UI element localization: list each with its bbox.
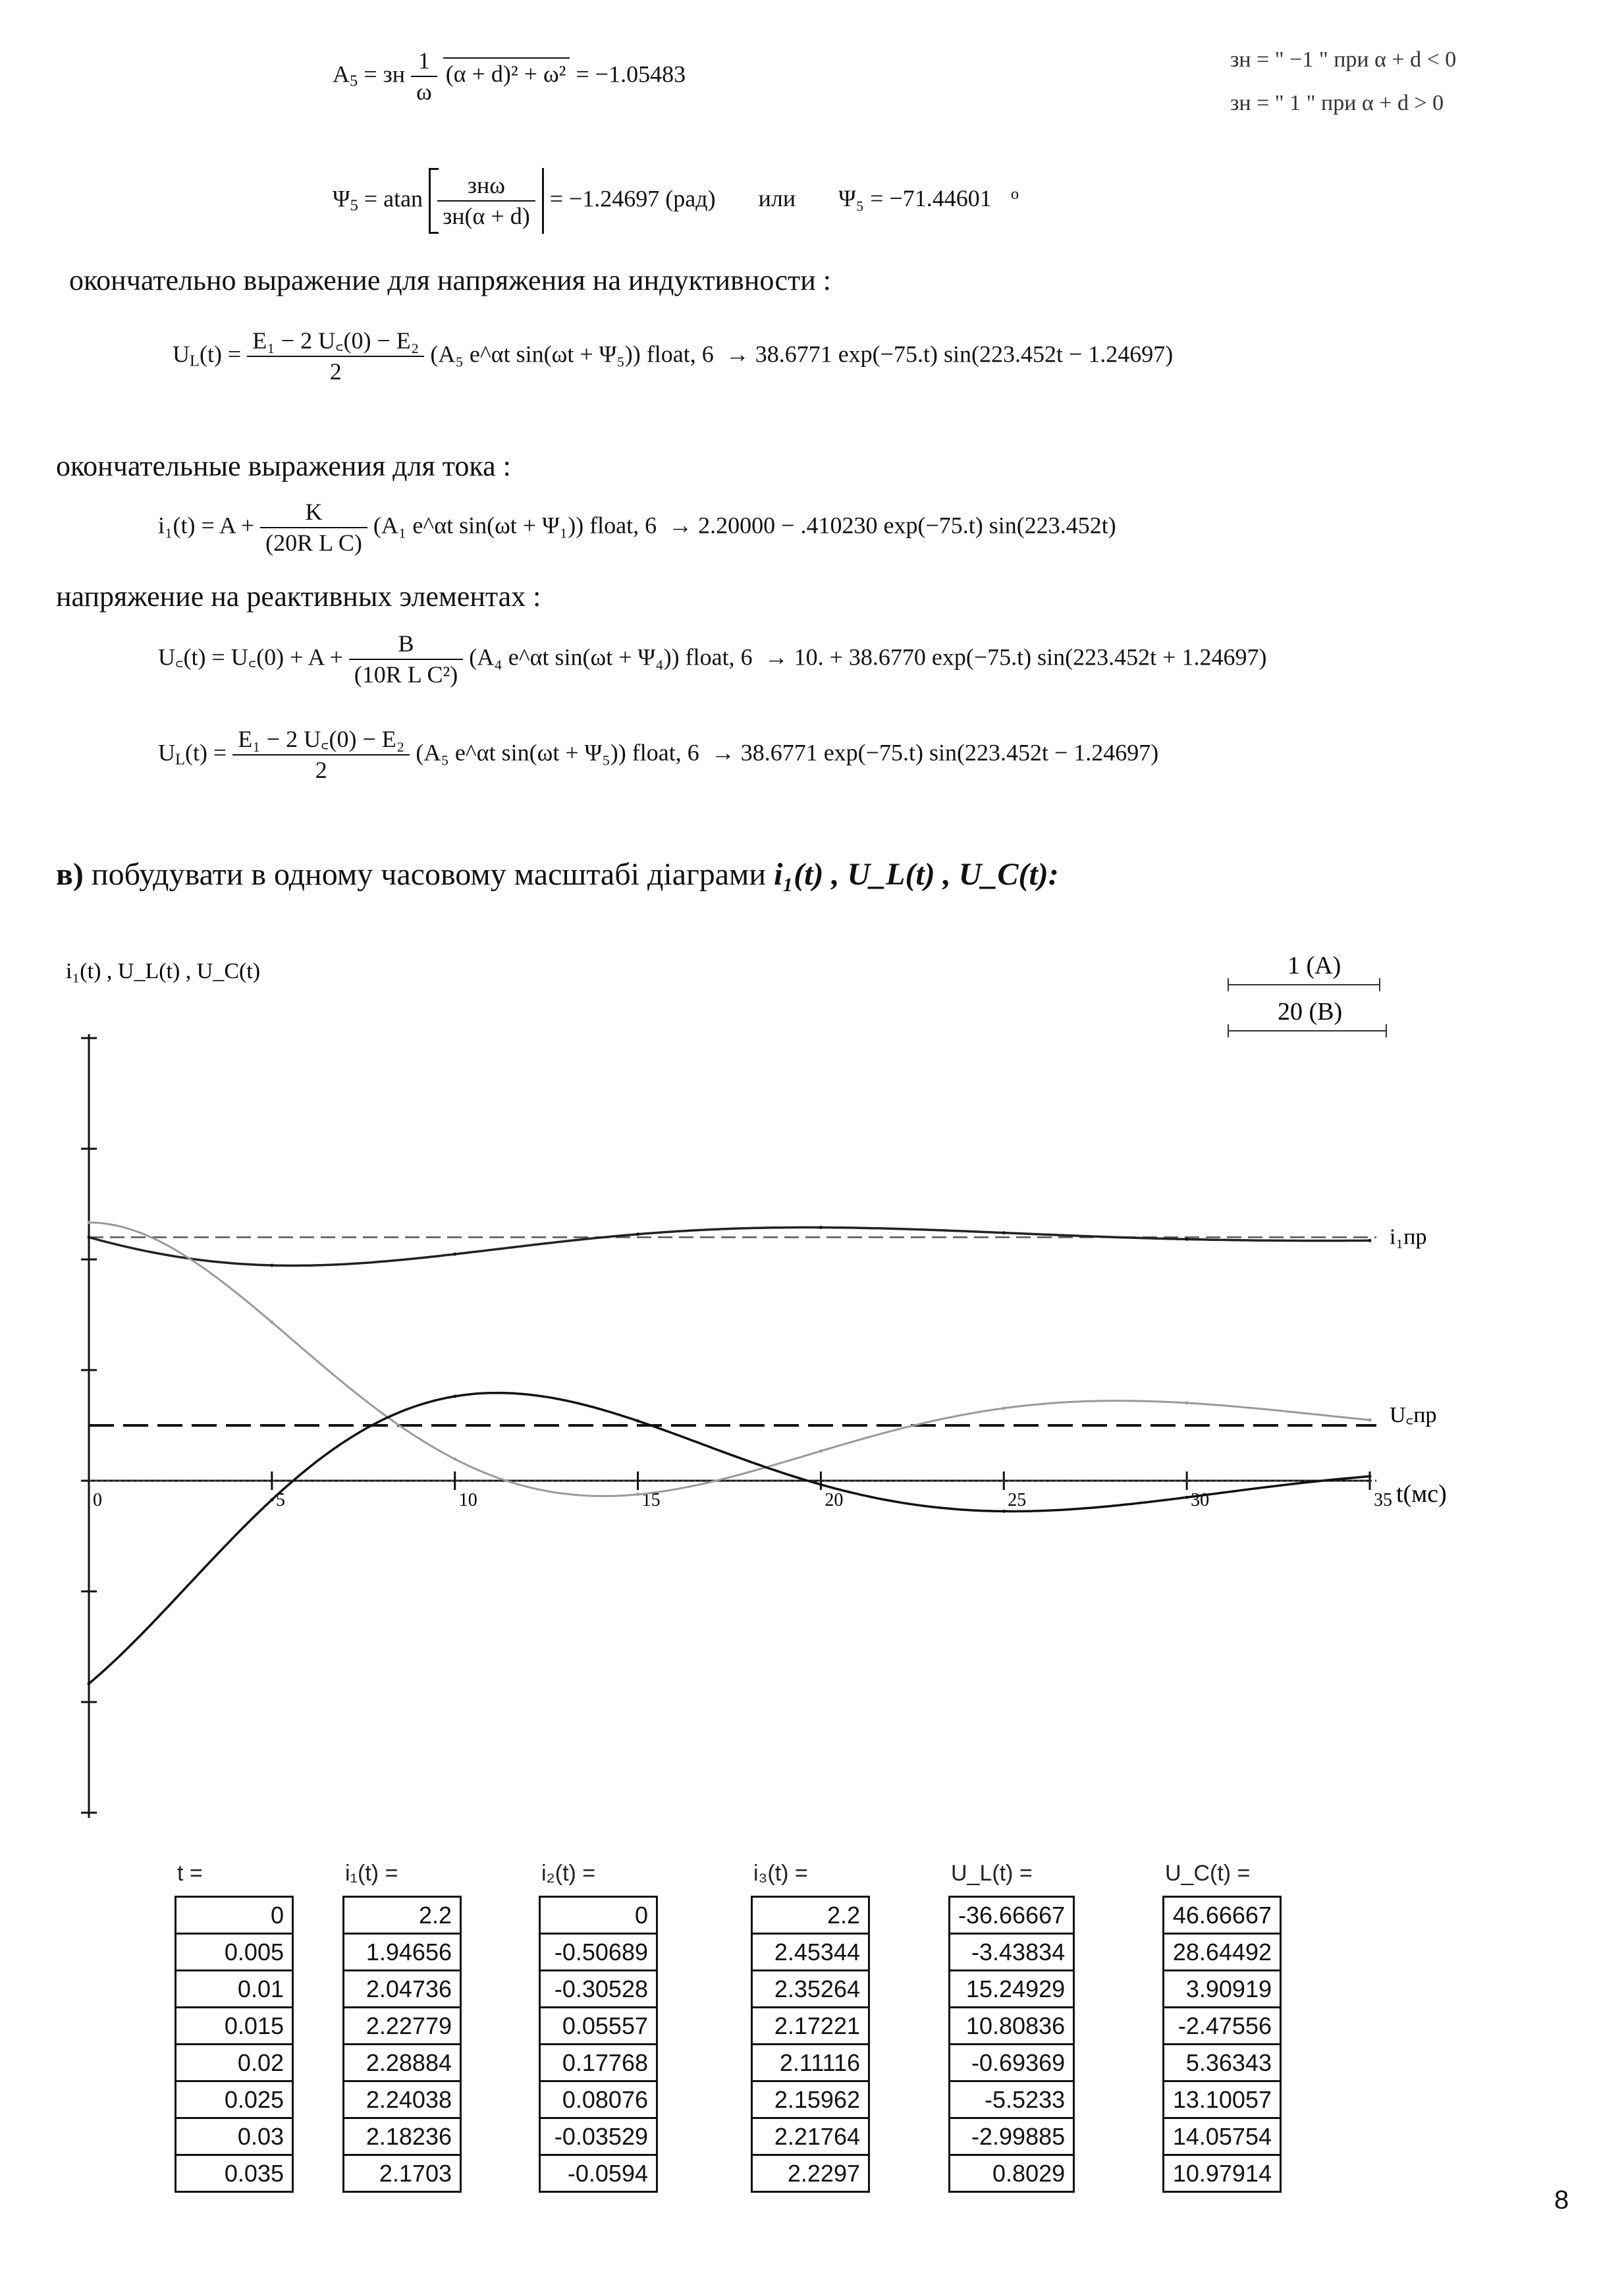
table-cell: 0.035 [176,2155,293,2192]
sign-note-negative: зн = " −1 " при α + d < 0 [1230,47,1457,72]
table-cell: 2.04736 [344,1971,461,2008]
x-tick-label: 5 [275,1490,285,1510]
table-cell: 2.2 [752,1897,869,1934]
table-column-t [175,1896,294,2193]
table-cell: 2.45344 [752,1934,869,1971]
table-cell: 0.02 [176,2045,293,2081]
i1-point [88,1236,91,1239]
table-cell: 2.1703 [344,2155,461,2192]
table-header-i3: i₃(t) = [753,1861,808,1886]
table-header-i2: i₂(t) = [541,1861,596,1886]
ul-point [270,1498,273,1501]
table-cell: -0.0594 [540,2155,657,2192]
eq-ul-1: $U_L(t)$ = $\frac{\text{E₁ − 2 U꜀(0) − E₂}}{2}$ (A₅ e^αt sin(ωt + Ψ₅)) float, 6 → 38.6771 exp(−75.t) sin(223.452t − 1.24697) [173,327,1174,385]
i1-curve [89,1227,1370,1265]
table-cell: 10.80836 [950,2008,1074,2045]
ul-point [819,1483,823,1486]
table-cell: -5.5233 [950,2081,1074,2118]
page-number: 8 [1554,2186,1569,2214]
scale-legend [1228,952,1386,1037]
table-cell: 2.15962 [752,2081,869,2118]
x-tick-label: 0 [93,1490,102,1510]
table-cell: 2.28884 [344,2045,461,2081]
i1-point [636,1232,639,1236]
table-cell: 1.94656 [344,1934,461,1971]
eq-psi5: $\Psi_5 = atan$ $\frac{\text{знω}}{зн(\alpha + d)}$ = −1.24697 (рад) или Ψ₅ = −71.44601 $^o$ [333,168,1019,234]
table-cell: 0.05557 [540,2008,657,2045]
uc-point [270,1321,273,1324]
ul-point [453,1394,456,1398]
table-cell: -36.66667 [950,1897,1074,1934]
ul-point [636,1419,639,1423]
table-cell: 2.18236 [344,2118,461,2155]
table-cell: 2.2297 [752,2155,869,2192]
sign-note-positive: зн = " 1 " при α + d > 0 [1230,91,1444,115]
table-header-uc: U_C(t) = [1165,1861,1251,1886]
ul-point [1368,1475,1372,1478]
table-cell: 2.24038 [344,2081,461,2118]
chart-y-label: i₁(t) , U_L(t) , U_C(t) [66,959,261,983]
uc-point [88,1221,91,1224]
table-cell: 10.97914 [1164,2155,1281,2192]
table-cell: 0.8029 [950,2155,1074,2192]
table-cell: 0.17768 [540,2045,657,2081]
table-column-uc [1162,1896,1282,2193]
table-header-t: t = [177,1861,203,1886]
i1-steady-state-label: i₁пр [1390,1224,1427,1250]
i1-point [819,1226,823,1229]
table-column-i3 [751,1896,870,2193]
table-cell: 2.2 [344,1897,461,1934]
table-cell: -2.99885 [950,2118,1074,2155]
uc-point [1185,1401,1189,1404]
table-cell: 2.35264 [752,1971,869,2008]
ul-point [1002,1510,1006,1513]
table-cell: 14.05754 [1164,2118,1281,2155]
x-tick-label: 30 [1191,1490,1210,1510]
table-cell: 13.10057 [1164,2081,1281,2118]
table-cell: 2.11116 [752,2045,869,2081]
uc-point [636,1493,639,1496]
table-cell: 2.17221 [752,2008,869,2045]
eq-uc: U꜀(t) = U꜀(0) + A + $\frac{B}{\text{(10R L C²)}}$ (A₄ e^αt sin(ωt + Ψ₄)) float, 6 → 10. + 38.6770 exp(−75.t) sin(223.452t + 1.24697) [158,630,1267,688]
table-cell: -0.69369 [950,2045,1074,2081]
i1-point [453,1253,456,1256]
uc-point [453,1458,456,1461]
table-cell: 5.36343 [1164,2045,1281,2081]
uc-point [1368,1418,1372,1421]
x-tick-label: 35 [1374,1490,1392,1510]
table-cell: 0.01 [176,1971,293,2008]
ul-curve [89,1393,1370,1684]
table-cell: -0.03529 [540,2118,657,2155]
table-cell: 3.90919 [1164,1971,1281,2008]
i1-point [1368,1239,1372,1242]
heading-inductance-voltage: окончательно выражение для напряжения на индуктивности : [69,264,831,296]
table-cell: -0.30528 [540,1971,657,2008]
x-tick-label: 10 [458,1490,477,1510]
table-cell: 0 [540,1897,657,1934]
heading-current: окончательные выражения для тока : [56,450,511,482]
table-header-i1: i₁(t) = [345,1861,398,1886]
table-cell: 15.24929 [950,1971,1074,2008]
table-column-i1 [342,1896,462,2193]
table-cell: -2.47556 [1164,2008,1281,2045]
table-cell: 0.08076 [540,2081,657,2118]
chart-x-label: t(мс) [1396,1480,1447,1508]
eq-i1: i₁(t) = A + $\frac{K}{\text{(20R L C)}}$ (A₁ e^αt sin(ωt + Ψ₁)) float, 6 → 2.20000 − .410230 exp(−75.t) sin(223.452t) [158,499,1116,556]
table-cell: 0.005 [176,1934,293,1971]
i1-point [1002,1231,1006,1234]
x-tick-label: 15 [641,1490,661,1510]
uc-steady-state-label: U꜀пр [1390,1403,1437,1427]
table-cell: 0.015 [176,2008,293,2045]
scale-legend-current: 1 (A) [1287,952,1341,979]
table-cell: -0.50689 [540,1934,657,1971]
task-statement: в) побудувати в одному часовому масштабі діаграми i₁(t) , U_L(t) , U_C(t): [56,857,1059,892]
eq-ul-2: $U_L(t)$ = $\frac{\text{E₁ − 2 U꜀(0) − E₂}}{2}$ (A₅ e^αt sin(ωt + Ψ₅)) float, 6 → 38.6771 exp(−75.t) sin(223.452t − 1.24697) [158,726,1159,783]
x-tick-label: 20 [825,1490,844,1510]
table-cell: 28.64492 [1164,1934,1281,1971]
table-cell: 0 [176,1897,293,1934]
table-column-i2 [539,1896,658,2193]
scale-legend-voltage: 20 (B) [1278,998,1343,1026]
table-header-ul: U_L(t) = [951,1861,1033,1886]
table-cell: 0.03 [176,2118,293,2155]
ul-point [88,1682,91,1686]
i1-point [270,1263,273,1267]
eq-a5: $A_5$ = зн $\frac{1}{\omega}$ (α + d)² + ω² = −1.05483 [333,47,686,105]
ul-point [1185,1496,1189,1499]
table-cell: 0.025 [176,2081,293,2118]
table-cell: -3.43834 [950,1934,1074,1971]
table-cell: 46.66667 [1164,1897,1281,1934]
i1-point [1185,1238,1189,1241]
x-tick-label: 25 [1008,1490,1027,1510]
uc-point [819,1449,823,1452]
heading-reactive: напряжение на реактивных элементах : [56,580,541,613]
chart-x-ticks [89,1472,1392,1510]
uc-point [1002,1406,1006,1410]
table-cell: 2.22779 [344,2008,461,2045]
table-column-ul [948,1896,1075,2193]
table-cell: 2.21764 [752,2118,869,2155]
